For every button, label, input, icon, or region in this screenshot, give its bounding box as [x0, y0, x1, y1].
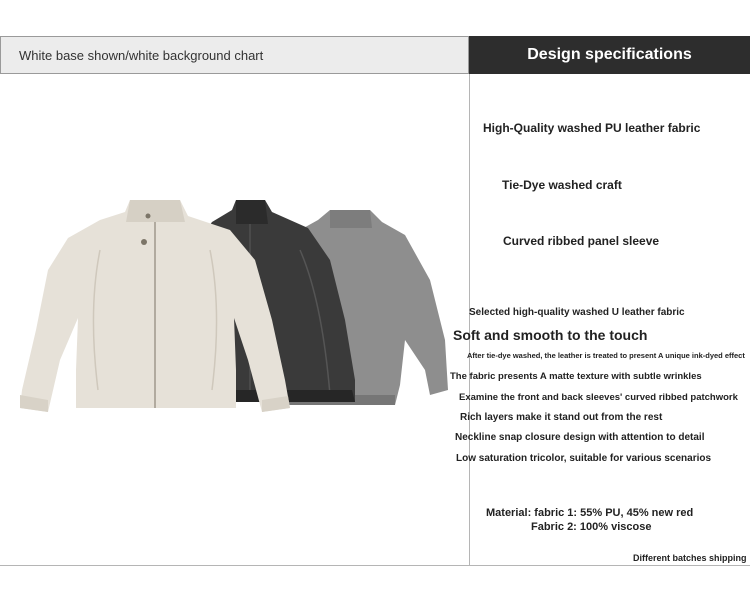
desc-line-6: Neckline snap closure design with attention to detail	[455, 432, 705, 443]
jacket-product-image	[0, 190, 469, 430]
bottom-divider	[0, 565, 750, 566]
desc-line-4: Examine the front and back sleeves' curved ribbed patchwork	[459, 392, 738, 403]
desc-line-3: The fabric presents A matte texture with subtle wrinkles	[450, 371, 702, 382]
feature-tie-dye: Tie-Dye washed craft	[502, 178, 622, 192]
desc-headline: Soft and smooth to the touch	[453, 327, 648, 343]
design-specifications-header	[469, 36, 750, 74]
feature-pu-leather: High-Quality washed PU leather fabric	[483, 121, 701, 135]
feature-curved-sleeve: Curved ribbed panel sleeve	[503, 234, 660, 248]
desc-line-1: Selected high-quality washed U leather fabric	[469, 307, 685, 318]
shipping-note: Different batches shipping	[633, 553, 747, 563]
design-specifications-title: Design specifications	[527, 46, 692, 63]
column-divider	[469, 74, 470, 566]
desc-line-2: After tie-dye washed, the leather is treated to present A unique ink-dyed effect	[467, 351, 745, 360]
material-fabric-1: Material: fabric 1: 55% PU, 45% new red	[486, 507, 694, 519]
white-background-header	[0, 36, 469, 74]
desc-line-7: Low saturation tricolor, suitable for various scenarios	[456, 453, 712, 464]
white-background-title: White base shown/white background chart	[19, 47, 264, 63]
desc-line-5: Rich layers make it stand out from the rest	[460, 412, 663, 423]
material-fabric-2: Fabric 2: 100% viscose	[531, 521, 652, 533]
